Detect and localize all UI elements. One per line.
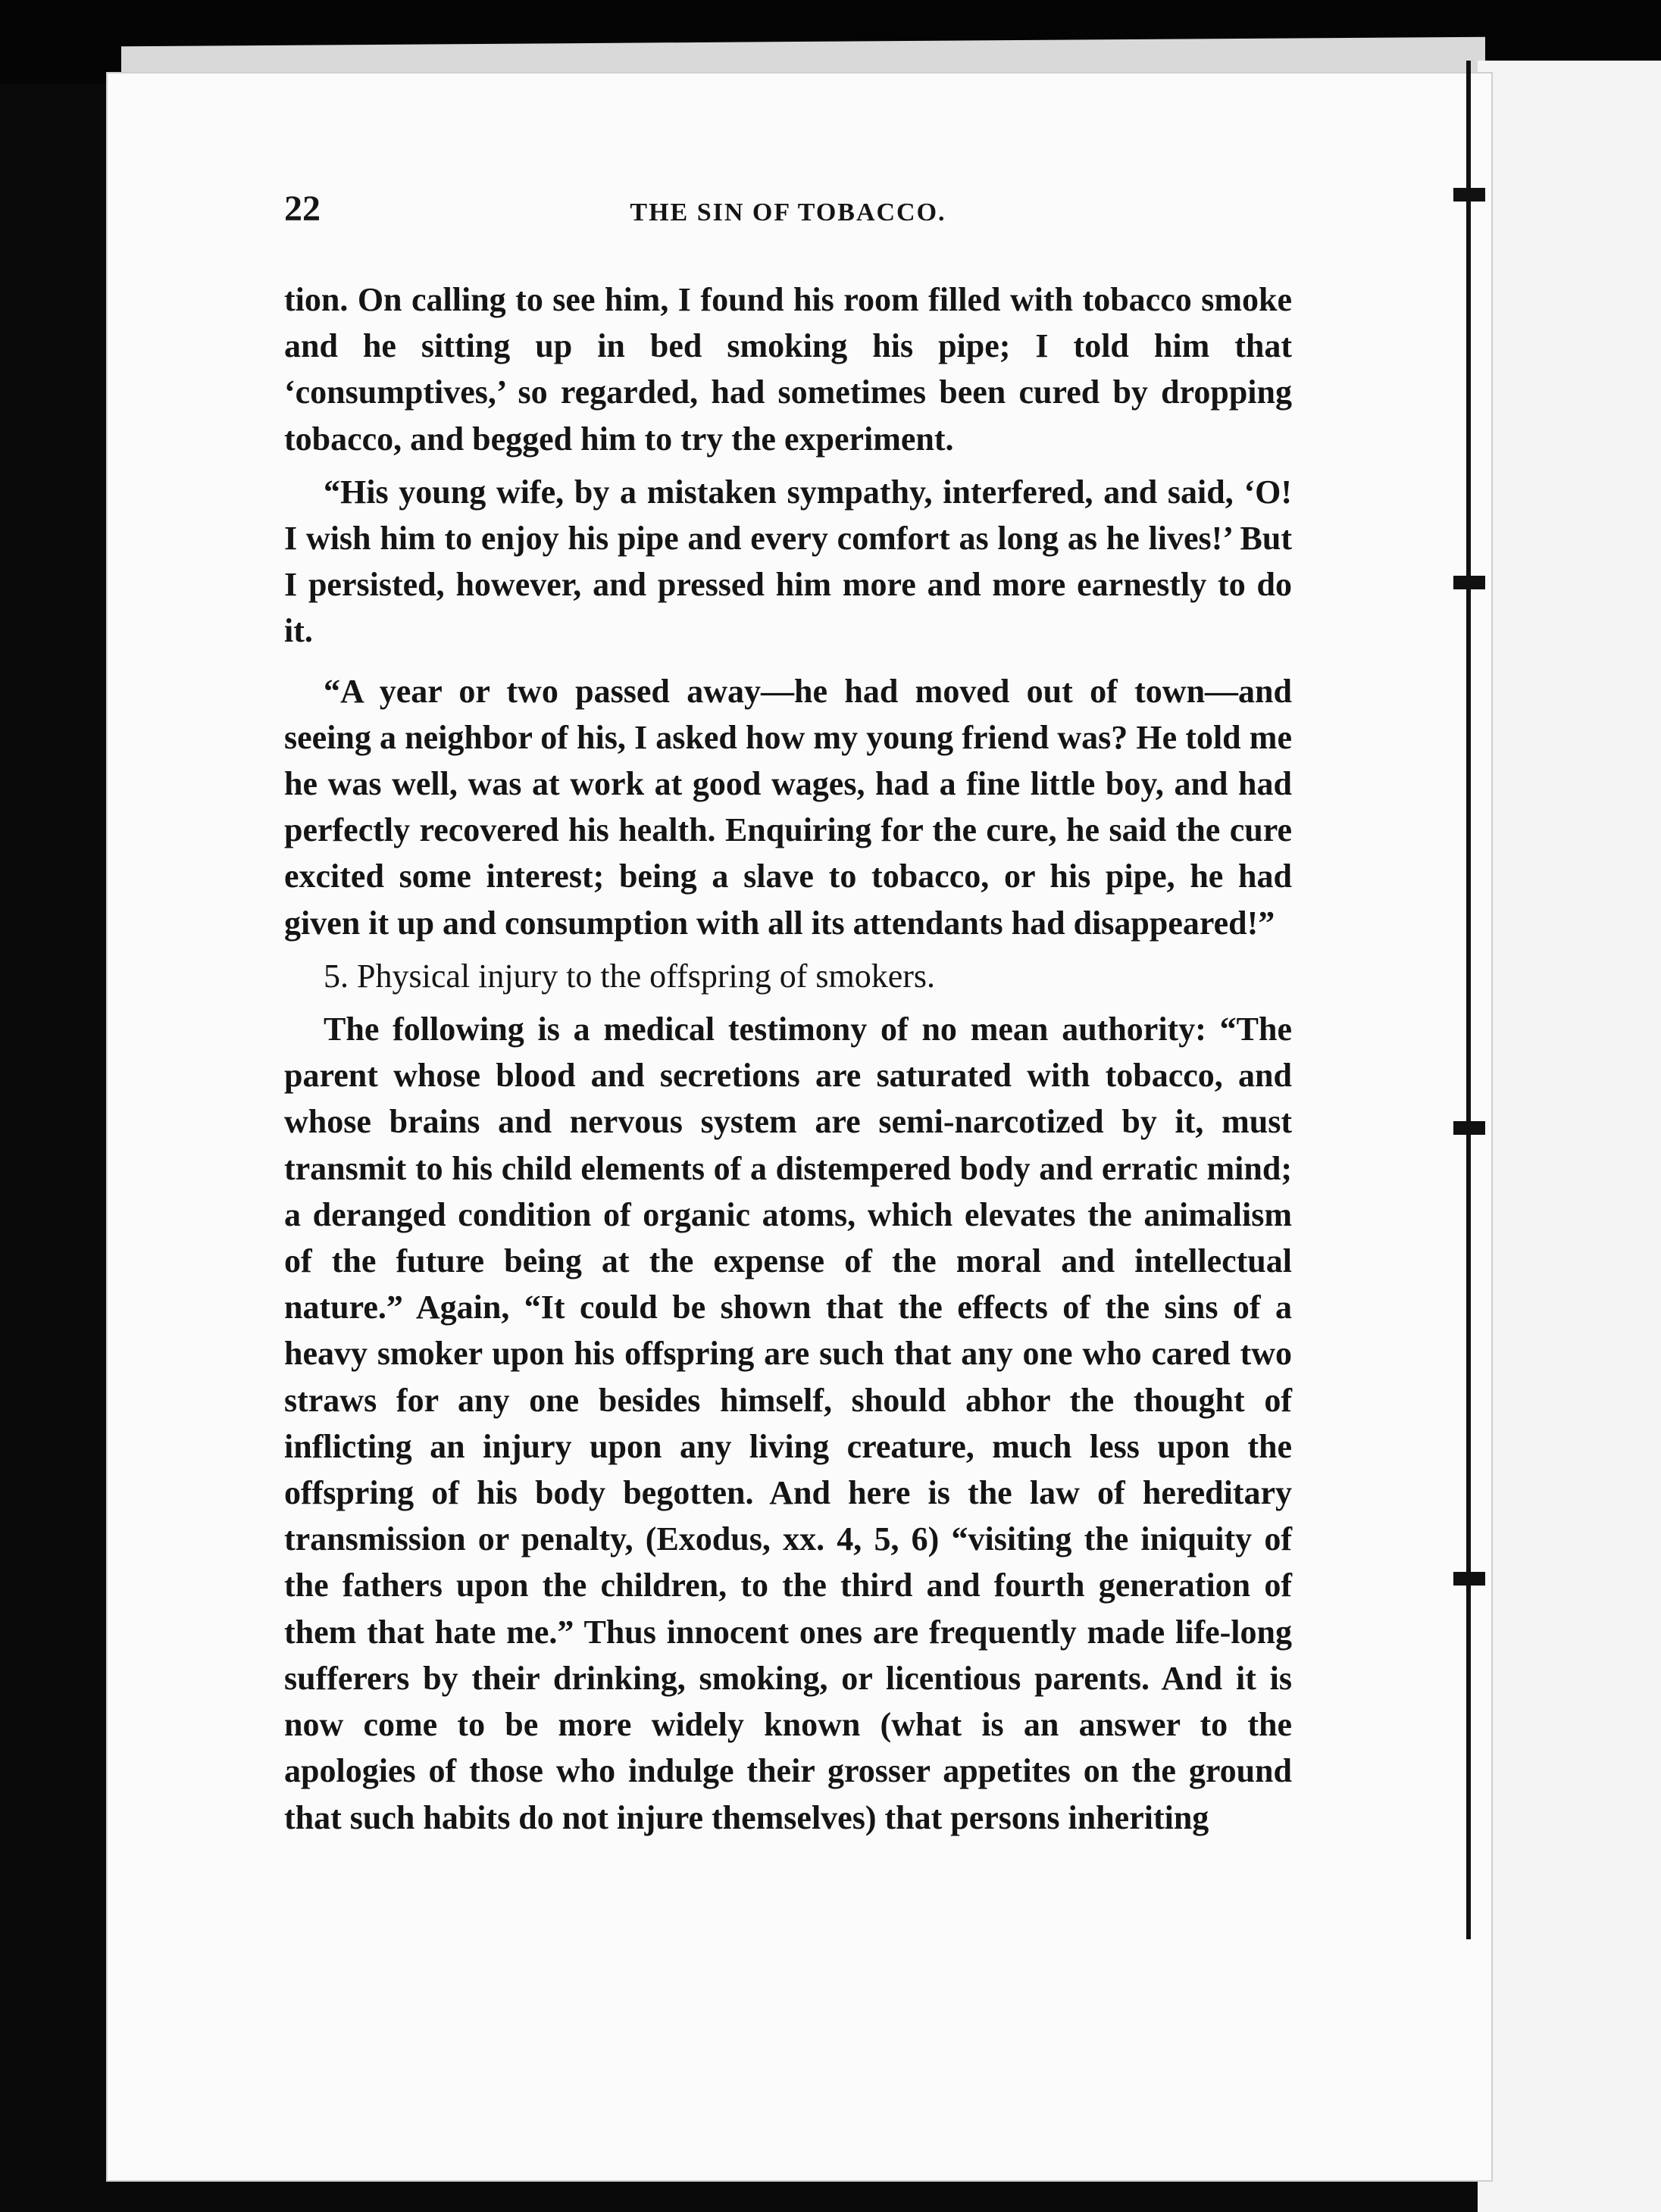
paragraph-young-wife: “His young wife, by a mistaken sympathy, interfered, and said, ‘O! I wish him to enjoy his pipe and every comfort as long as he lives!’ But I persisted, however, and pressed him more and more earnestly to do it. [284,473,1292,650]
binding-tick [1453,576,1485,589]
page-text [284,186,1292,1841]
binding-tick [1453,1121,1485,1135]
header-title: THE SIN OF TOBACCO. [630,198,946,227]
paragraph-medical-testimony: The following is a medical testimony of no mean authority: “The parent whose blood and secretions are saturated with tobacco, and whose brains and nervous system are semi-narcotized by it, must transmit to his child elements of a distempered body and erratic mind; a deranged condition of organic atoms, which elevates the animalism of the future being at the expense of the moral and intellectual nature.” Again, “It could be shown that the effects of the sins of a heavy smoker upon his offspring are such that any one who cared two straws for any one besides himself, should abhor the thought of inflicting an injury upon any living creature, much less upon the offspring of his body begotten. And here is the law of hereditary transmission or penalty, (Exodus, xx. 4, 5, 6) “visiting the iniquity of the fathers upon the children, to the third and fourth generation of them that hate me.” Thus innocent ones are frequently made life-long sufferers by their drinking, smoking, or licentious parents. And it is now come to be more widely known (what is an answer to the apologies of those who indulge their grosser appetites on the ground that such habits do not injure themselves) that persons inheriting [284,1011,1292,1836]
binding-tick [1453,188,1485,202]
section-heading-offspring: 5. Physical injury to the offspring of smokers. [324,957,935,995]
binding-tick [1453,1572,1485,1586]
page-number: 22 [284,189,321,229]
binding-line [1466,61,1471,1939]
running-head [284,186,1292,276]
facing-page [1478,61,1661,2212]
paragraph-continuation: tion. On calling to see him, I found his room filled with tobacco smoke and he sitting up in bed smoking his pipe; I told him that ‘consumptives,’ so regarded, had sometimes been cured by dropping tobacco, and begged him to try the experiment. [284,281,1292,458]
paragraph-year-passed: “A year or two passed away—he had moved out of town—and seeing a neighbor of his, I asked how my young friend was? He told me he was well, was at work at good wages, had a fine little boy, and had perfectly recovered his health. Enquiring for the cure, he said the cure excited some interest; being a slave to tobacco, or his pipe, he had given it up and consumption with all its attendants had disappeared!” [284,672,1292,942]
